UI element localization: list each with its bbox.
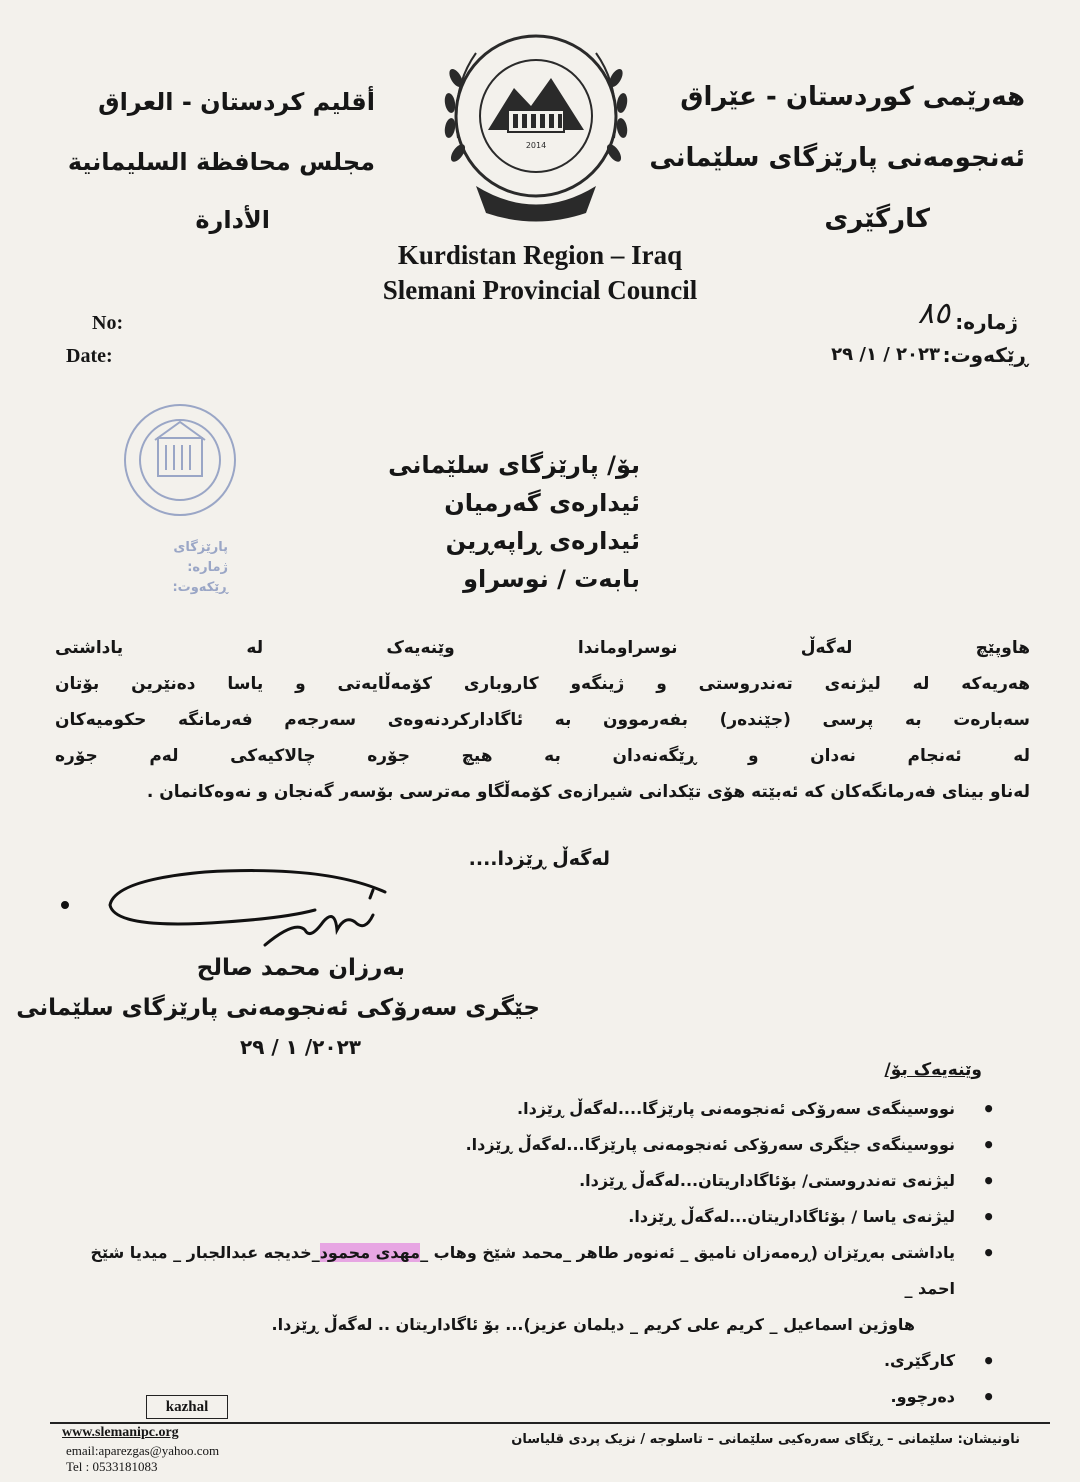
footer-tel: Tel : 0533181083 xyxy=(66,1459,158,1474)
header-kurdish-line1: هەرێمی کوردستان - عێراق xyxy=(680,82,1025,112)
bullet-icon: • xyxy=(982,1241,995,1265)
footer-address: ناونیشان: سلێمانی – ڕێگای سەرەکیی سلێمانی – تاسلوجە / نزیک پردی قلیاسان xyxy=(511,1432,1020,1447)
cc-item-members: • یاداشتی بەڕێزان (ڕەمەزان نامیق _ ئەنوەر طاهر _محمد شێخ وهاب _مهدی محمود_خدیجە عبدالجبار _ میدیا شێخ احمد _ xyxy=(85,1235,995,1307)
recipient-line2: ئیدارەی گەرمیان xyxy=(444,489,640,517)
no-label: No: xyxy=(92,312,124,334)
signer-name: بەرزان محمد صالح xyxy=(196,955,405,981)
signer-title: جێگری سەرۆکی ئەنجومەنی پارێزگای سلێمانی xyxy=(16,995,540,1021)
stamp-line1: پارێزگای xyxy=(173,540,228,555)
cc-heading: وێنەیەک بۆ/ xyxy=(884,1060,982,1080)
bullet-icon: • xyxy=(982,1205,995,1229)
recipient-line1: بۆ/ پارێزگای سلێمانی xyxy=(388,451,640,479)
body-paragraph xyxy=(55,630,1030,810)
header-arabic-line1: أقليم كردستان - العراق xyxy=(98,88,375,116)
bullet-icon: • xyxy=(982,1097,995,1121)
signature-icon xyxy=(55,860,515,960)
cc-list xyxy=(85,1091,995,1415)
cc-item: • دەرچوو. xyxy=(85,1379,995,1415)
cc-item: • نووسینگەی سەرۆکی ئەنجومەنی پارێزگا....لەگەڵ ڕێزدا. xyxy=(85,1091,995,1127)
seal-year: 2014 xyxy=(525,141,547,150)
header-arabic-line3: الأدارة xyxy=(195,206,270,234)
cc-item: • لیژنەی تەندروستی/ بۆئاگاداریتان...لەگەڵ ڕێزدا. xyxy=(85,1163,995,1199)
cc-item-members-cont: هاوژین اسماعیل _ کریم علی کریم _ دیلمان عزیز)... بۆ ئاگاداریتان .. لەگەڵ ڕێزدا. xyxy=(271,1315,915,1334)
received-stamp xyxy=(100,390,280,610)
footer-email[interactable]: email:aparezgas@yahoo.com xyxy=(66,1443,220,1458)
cc-item: • نووسینگەی جێگری سەرۆکی ئەنجومەنی پارێزگا...لەگەڵ ڕێزدا. xyxy=(85,1127,995,1163)
stamp-emblem-icon xyxy=(100,390,280,550)
highlighted-name: مهدی محمود xyxy=(319,1243,421,1262)
body-line-5: لەناو بینای فەرمانگەکان کە ئەبێتە هۆی تێکدانی شیرازەی کۆمەڵگاو مەترسی بۆسەر گەنجان و نەوەکانمان . xyxy=(146,782,1030,802)
body-line-1: هاوپێچ لەگەڵ نوسراوماندا وێنەیەک لە یاداشتی xyxy=(55,638,1030,658)
cc-item: • کارگێری. xyxy=(85,1343,995,1379)
header-kurdish-line2: ئەنجومەنی پارێزگای سلێمانی xyxy=(649,143,1025,173)
stamp-line2: ژمارە: xyxy=(187,560,228,575)
recipient-line3: ئیدارەی ڕاپەڕین xyxy=(445,527,640,555)
signature-date: ٢٠٢٣/ ١ / ٢٩ xyxy=(240,1035,361,1059)
date-label: Date: xyxy=(66,345,113,367)
subject-line: بابەت / نوسراو xyxy=(463,565,640,593)
stamp-line3: ڕێکەوت: xyxy=(172,580,228,595)
footer-website[interactable]: www.slemanipc.org xyxy=(62,1425,179,1440)
body-line-2: هەریەکە لە لیژنەی تەندروستی و ژینگەو کاروباری کۆمەڵایەتی و یاسا دەنێرین بۆتان xyxy=(55,674,1030,694)
recipients-block xyxy=(388,446,640,598)
body-line-3: سەبارەت بە پرسی (جێندەر) بفەرموون بە ئاگادارکردنەوەی سەرجەم فەرمانگە حکومیەکان xyxy=(55,710,1030,730)
number-value: ٨٥ xyxy=(917,296,950,331)
footer-divider xyxy=(50,1422,1050,1424)
bullet-icon: • xyxy=(982,1133,995,1157)
header-kurdish-line3: کارگێری xyxy=(824,204,930,234)
closing-line: لەگەڵ ڕێزدا.... xyxy=(468,848,610,870)
number-label: ژمارە: xyxy=(955,310,1018,334)
date-value: ٢٠٢٣ / ١/ ٢٩ xyxy=(831,344,940,365)
typist-box: kazhal xyxy=(146,1395,228,1419)
english-title-line2: Slemani Provincial Council xyxy=(382,275,698,305)
bullet-icon: • xyxy=(982,1385,995,1409)
bullet-icon: • xyxy=(982,1349,995,1373)
body-line-4: لە ئەنجام نەدان و ڕێگەنەدان بە هیچ جۆرە چالاکیەکی لەم جۆرە xyxy=(55,746,1030,766)
header-arabic-line2: مجلس محافظة السليمانية xyxy=(67,148,375,176)
council-seal-icon xyxy=(436,18,636,228)
date-label-kurdish: ڕێکەوت: xyxy=(942,343,1028,367)
cc-item: • لیژنەی یاسا / بۆئاگاداریتان...لەگەڵ ڕێزدا. xyxy=(85,1199,995,1235)
english-title-line1: Kurdistan Region – Iraq xyxy=(397,240,683,270)
bullet-icon: • xyxy=(982,1169,995,1193)
